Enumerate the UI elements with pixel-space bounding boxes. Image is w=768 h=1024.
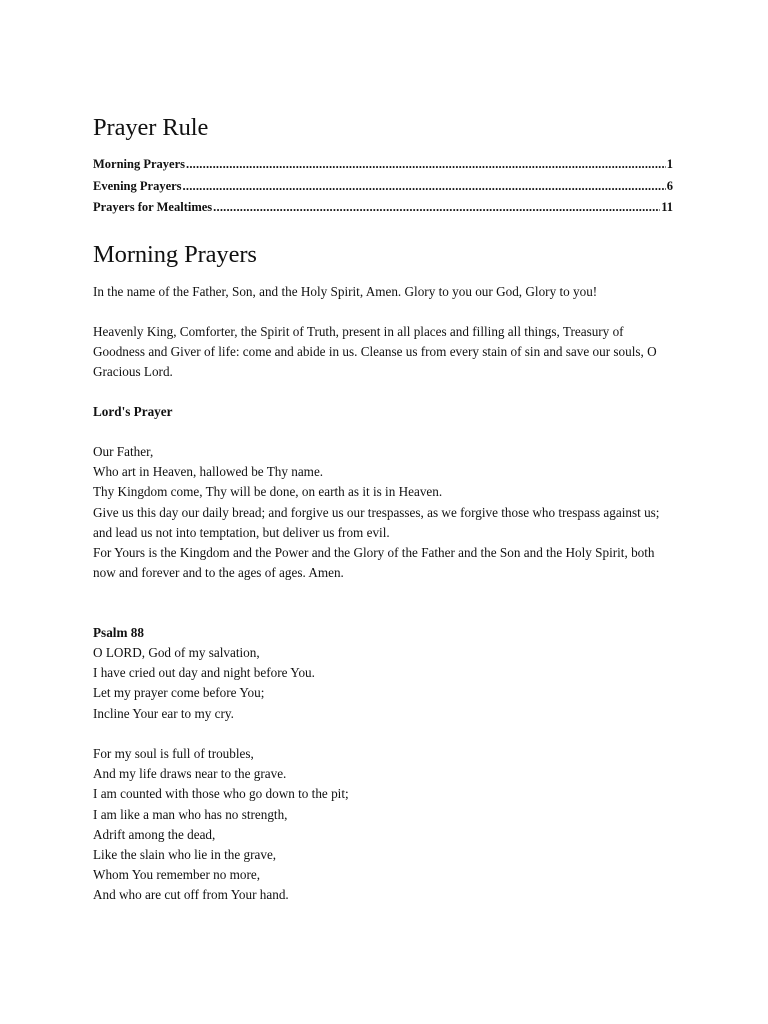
psalm-line: Like the slain who lie in the grave, — [93, 847, 277, 863]
lords-prayer-heading: Lord's Prayer — [93, 404, 173, 419]
psalm-stanza-2 — [93, 744, 675, 906]
psalm-line: Whom You remember no more, — [93, 867, 261, 883]
toc-entry-label: Evening Prayers — [93, 178, 182, 193]
psalm-stanza-1 — [93, 643, 675, 724]
toc-leader-dots — [183, 176, 666, 198]
prayer-line: Our Father, — [93, 444, 154, 459]
toc-entry-morning-prayers[interactable] — [93, 154, 673, 176]
prayer-line: For Yours is the Kingdom and the Power and the Glory of the Father and the Son and the Holy Spirit, both — [93, 545, 655, 561]
section-heading: Morning Prayers — [93, 241, 257, 268]
toc-entry-prayers-for-mealtimes[interactable] — [93, 197, 673, 219]
toc-entry-label: Prayers for Mealtimes — [93, 200, 213, 214]
psalm-line: I have cried out day and night before You. — [93, 665, 315, 681]
toc-entry-label: Morning Prayers — [93, 157, 185, 171]
table-of-contents — [93, 154, 673, 219]
toc-leader-dots — [186, 154, 666, 176]
prayer-line: Who art in Heaven, hallowed be Thy name. — [93, 464, 324, 480]
prayer-line: Thy Kingdom come, Thy will be done, on earth as it is in Heaven. — [93, 484, 443, 500]
heavenly-king-paragraph: Heavenly King, Comforter, the Spirit of Truth, present in all places and filling all things, Treasury of Goodness and Giver of life: come and abide in us. Cleanse us from every stain of sin and save our souls, O Gracious Lord. — [93, 324, 657, 380]
toc-entry-page: 1 — [666, 157, 673, 171]
lords-prayer-text — [93, 442, 675, 583]
prayer-line: Give us this day our daily bread; and forgive us our trespasses, as we forgive those who trespass against us; — [93, 504, 660, 520]
psalm-line: I am counted with those who go down to the pit; — [93, 786, 349, 802]
document-title: Prayer Rule — [93, 114, 209, 141]
psalm-line: Adrift among the dead, — [93, 826, 216, 842]
toc-entry-page: 11 — [661, 200, 673, 214]
toc-leader-dots — [213, 197, 660, 219]
prayer-line: and lead us not into temptation, but deliver us from evil. — [93, 524, 390, 540]
psalm-line: And who are cut off from Your hand. — [93, 887, 289, 903]
toc-entry-page: 6 — [666, 178, 673, 193]
psalm-line: O LORD, God of my salvation, — [93, 645, 260, 660]
opening-paragraph: In the name of the Father, Son, and the Holy Spirit, Amen. Glory to you our God, Glory to you! — [93, 284, 598, 299]
prayer-line: now and forever and to the ages of ages. Amen. — [93, 565, 344, 581]
psalm-line: For my soul is full of troubles, — [93, 746, 254, 761]
psalm-line: Incline Your ear to my cry. — [93, 705, 234, 721]
psalm-heading: Psalm 88 — [93, 625, 144, 640]
psalm-line: I am like a man who has no strength, — [93, 806, 288, 822]
toc-entry-evening-prayers[interactable] — [93, 176, 673, 198]
psalm-line: Let my prayer come before You; — [93, 685, 265, 701]
psalm-line: And my life draws near to the grave. — [93, 766, 287, 782]
